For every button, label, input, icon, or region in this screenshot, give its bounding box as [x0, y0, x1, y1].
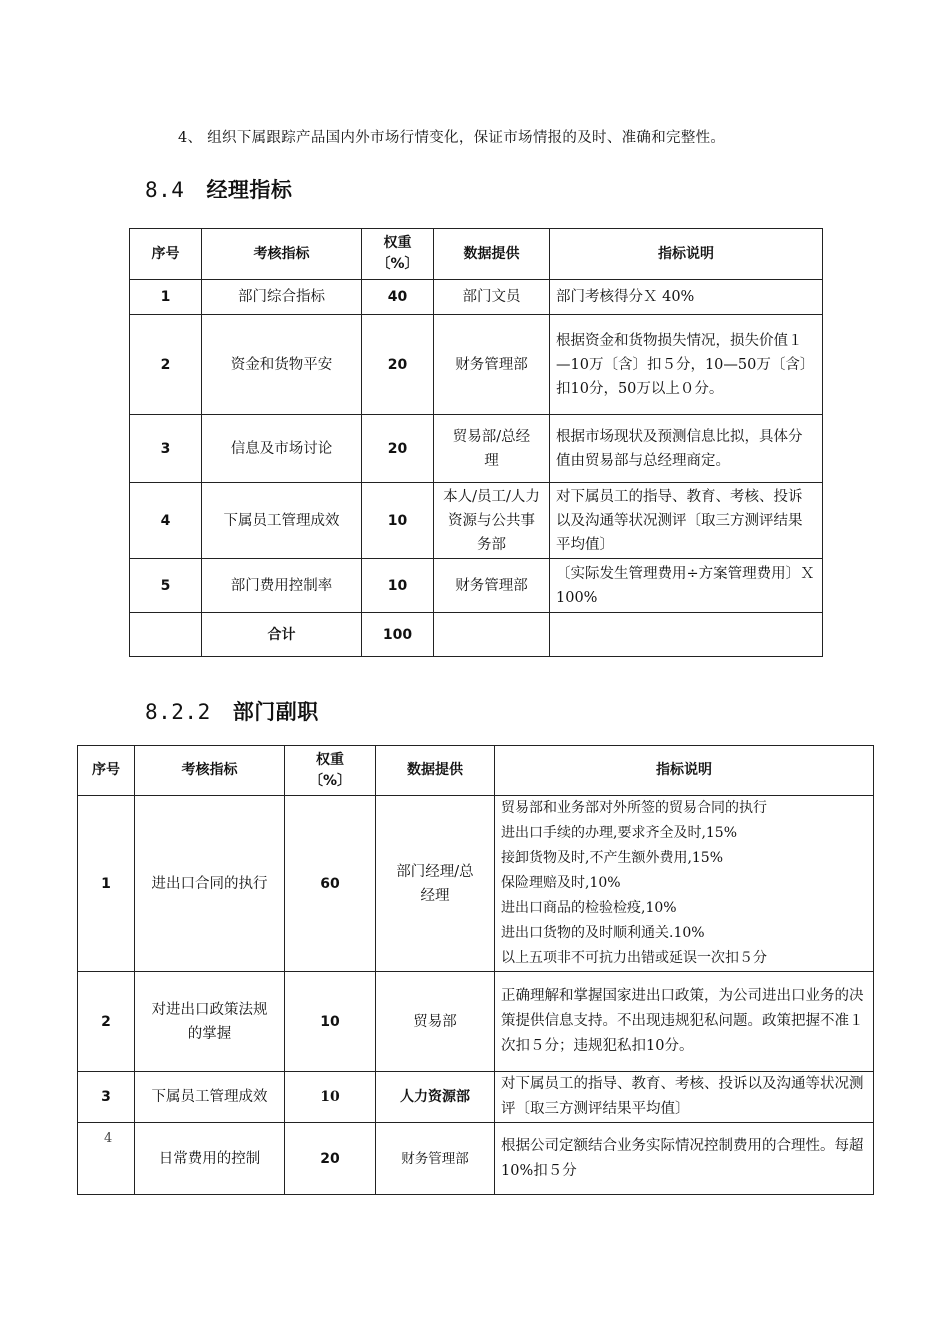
section2-heading — [145, 696, 319, 726]
row-no: 5 — [130, 559, 202, 613]
header-no: 序号 — [130, 229, 202, 280]
row-desc: 根据市场现状及预测信息比拟，具体分值由贸易部与总经理商定。 — [550, 415, 823, 483]
desc-line: 进出口手续的办理,要求齐全及时,15% — [501, 825, 738, 841]
section2-number: 8.2.2 — [145, 700, 211, 724]
header-weight — [285, 746, 376, 796]
table-row — [78, 796, 874, 972]
desc-line: 接卸货物及时,不产生额外费用,15% — [501, 850, 724, 866]
row-weight: 10 — [285, 1072, 376, 1123]
table-row — [130, 315, 823, 415]
row-weight: 20 — [285, 1123, 376, 1195]
deputy-indicator-table — [77, 745, 874, 1195]
header-desc: 指标说明 — [495, 746, 874, 796]
row-indicator: 下属员工管理成效 — [135, 1072, 285, 1123]
row-source: 人力资源部 — [376, 1072, 495, 1123]
row-source: 财务管理部 — [376, 1123, 495, 1195]
total-empty-cell — [130, 613, 202, 657]
row-weight: 20 — [362, 415, 434, 483]
header-desc: 指标说明 — [550, 229, 823, 280]
row-no-cell — [78, 1123, 135, 1195]
desc-line: 进出口货物的及时顺利通关.10% — [501, 925, 705, 941]
total-row — [130, 613, 823, 657]
section1-heading — [145, 174, 292, 204]
table-row — [130, 559, 823, 613]
desc-line: 贸易部和业务部对外所签的贸易合同的执行 — [501, 800, 767, 816]
table-row — [78, 1123, 874, 1195]
row-no: 2 — [130, 315, 202, 415]
intro-paragraph: 4、 组织下属跟踪产品国内外市场行情变化，保证市场情报的及时、准确和完整性。 — [178, 130, 726, 146]
total-label: 合计 — [202, 613, 362, 657]
row-no: 4 — [130, 483, 202, 559]
row-weight: 10 — [362, 483, 434, 559]
row-source: 贸易部 — [376, 972, 495, 1072]
row-source: 财务管理部 — [434, 559, 550, 613]
table-row — [130, 280, 823, 315]
table-header-row — [130, 229, 823, 280]
row-source: 贸易部/总经理 — [434, 415, 550, 483]
row-weight: 10 — [362, 559, 434, 613]
row-weight: 60 — [285, 796, 376, 972]
header-no: 序号 — [78, 746, 135, 796]
row-source: 部门经理/总经理 — [376, 796, 495, 972]
header-weight-line2: 〔%〕 — [308, 772, 352, 789]
row-desc: 正确理解和掌握国家进出口政策，为公司进出口业务的决策提供信息支持。不出现违规犯私问题。政策把握不准１次扣５分；违规犯私扣10分。 — [495, 972, 874, 1072]
row-indicator: 信息及市场讨论 — [202, 415, 362, 483]
row-no: 4 — [104, 1131, 113, 1146]
row-indicator: 进出口合同的执行 — [135, 796, 285, 972]
header-weight — [362, 229, 434, 280]
desc-line: 进出口商品的检验检疫,10% — [501, 900, 677, 916]
row-source: 财务管理部 — [434, 315, 550, 415]
total-empty-cell — [434, 613, 550, 657]
row-indicator: 日常费用的控制 — [135, 1123, 285, 1195]
row-desc: 部门考核得分Ｘ 40% — [550, 280, 823, 315]
row-desc: 对下属员工的指导、教育、考核、投诉以及沟通等状况测评〔取三方测评结果平均值〕 — [495, 1072, 874, 1123]
table-header-row — [78, 746, 874, 796]
row-weight: 20 — [362, 315, 434, 415]
header-weight-line1: 权重 — [383, 235, 412, 251]
row-weight: 40 — [362, 280, 434, 315]
header-source: 数据提供 — [434, 229, 550, 280]
row-desc: 〔实际发生管理费用÷方案管理费用〕Ｘ 100% — [550, 559, 823, 613]
table-row — [130, 415, 823, 483]
manager-indicator-table — [129, 228, 823, 657]
row-desc: 根据公司定额结合业务实际情况控制费用的合理性。每超10%扣５分 — [495, 1123, 874, 1195]
table-row — [130, 483, 823, 559]
row-indicator: 部门费用控制率 — [202, 559, 362, 613]
row-no: 3 — [78, 1072, 135, 1123]
table-row — [78, 972, 874, 1072]
total-empty-cell — [550, 613, 823, 657]
row-indicator: 下属员工管理成效 — [202, 483, 362, 559]
table-row — [78, 1072, 874, 1123]
total-value: 100 — [362, 613, 434, 657]
desc-line: 以上五项非不可抗力出错或延误一次扣５分 — [501, 950, 767, 966]
row-indicator: 部门综合指标 — [202, 280, 362, 315]
desc-line: 保险理赔及时,10% — [501, 875, 621, 891]
row-source: 本人/员工/人力资源与公共事务部 — [434, 483, 550, 559]
header-indicator: 考核指标 — [202, 229, 362, 280]
header-weight-line1: 权重 — [316, 751, 344, 768]
section1-number: 8.4 — [145, 178, 185, 202]
header-source: 数据提供 — [376, 746, 495, 796]
row-desc-list — [495, 796, 874, 972]
section2-title: 部门副职 — [232, 700, 319, 724]
row-no: 1 — [130, 280, 202, 315]
row-desc: 对下属员工的指导、教育、考核、投诉以及沟通等状况测评〔取三方测评结果平均值〕 — [550, 483, 823, 559]
header-weight-line2: 〔%〕 — [376, 256, 419, 272]
section1-title: 经理指标 — [206, 178, 293, 202]
row-indicator: 对进出口政策法规的掌握 — [135, 972, 285, 1072]
row-source: 部门文员 — [434, 280, 550, 315]
row-weight: 10 — [285, 972, 376, 1072]
row-no: 1 — [78, 796, 135, 972]
row-desc: 根据资金和货物损失情况，损失价值１—10万〔含〕扣５分，10—50万〔含〕扣10分，50万以上０分。 — [550, 315, 823, 415]
row-indicator: 资金和货物平安 — [202, 315, 362, 415]
row-no: 3 — [130, 415, 202, 483]
header-indicator: 考核指标 — [135, 746, 285, 796]
row-no: 2 — [78, 972, 135, 1072]
